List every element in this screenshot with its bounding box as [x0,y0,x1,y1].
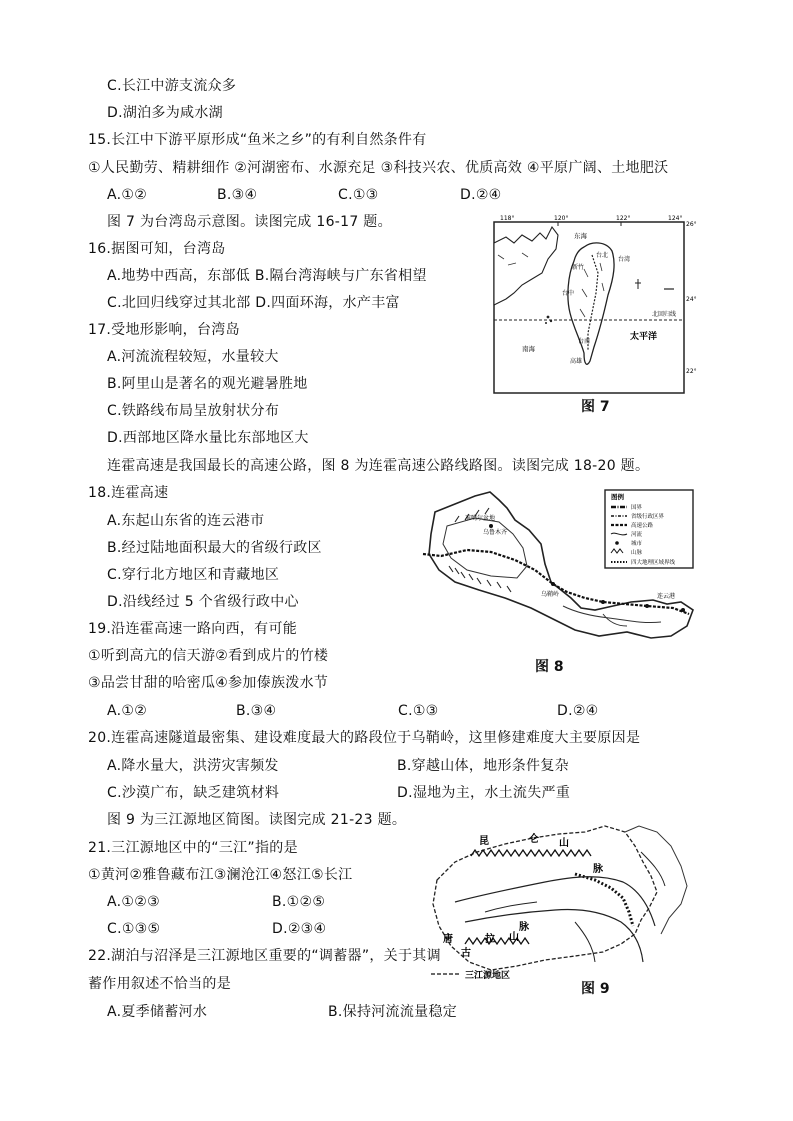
option-15a: A.①② [107,187,148,203]
fig8-intro: 连霍高速是我国最长的高速公路，图 8 为连霍高速公路线路图。读图完成 18-20 题。 [107,458,650,474]
lianhuo-expressway-map [395,486,698,664]
option-18c: C.穿行北方地区和青藏地区 [107,567,280,583]
option-21b: B.①②⑤ [272,894,326,910]
kunlun-char-2: 仑 [529,834,539,845]
option-21c: C.①③⑤ [107,921,161,937]
option-14d: D.湖泊多为咸水湖 [107,105,223,121]
option-15c: C.①③ [338,187,379,203]
option-20d: D.湿地为主，水土流失严重 [397,785,571,801]
option-14c: C.长江中游支流众多 [107,78,237,94]
tanggula-char-2: 古 [461,948,471,959]
option-18d: D.沿线经过 5 个省级行政中心 [107,594,299,610]
option-20c: C.沙漠广布，缺乏建筑材料 [107,785,280,801]
sanjiangyuan-legend-label: 三江源地区 [465,971,511,981]
lon-124-label: 124° [668,215,683,222]
option-17c: C.铁路线布局呈放射状分布 [107,403,280,419]
option-22a: A.夏季储蓄河水 [107,1004,208,1020]
taiwan-map [488,213,698,398]
tropic-of-cancer-label: 北回归线 [652,311,677,318]
legend-city: 城市 [631,541,643,547]
lat-24-label: 24° [686,296,697,303]
lon-122-label: 122° [616,215,631,222]
fig7-caption: 图 7 [581,399,610,415]
question-22: 22.湖泊与沼泽是三江源地区重要的“调蓄器”，关于其调 [88,948,441,964]
question-15: 15.长江中下游平原形成“鱼米之乡”的有利自然条件有 [88,132,427,148]
legend-river: 河流 [631,532,643,538]
fig9-caption: 图 9 [581,981,610,997]
kunlun-char-4: 脉 [593,864,603,875]
wushaoling-label: 乌鞘岭 [541,591,560,598]
option-18a: A.东起山东省的连云港市 [107,513,265,529]
tanggula-char-5: 脉 [519,922,529,933]
lon-118-label: 118° [500,215,515,222]
taipei-label: 台北 [596,252,609,259]
question-16: 16.据图可知，台湾岛 [88,241,226,257]
lat-26-label: 26° [686,221,697,228]
option-17b: B.阿里山是著名的观光避暑胜地 [107,376,308,392]
option-20b: B.穿越山体，地形条件复杂 [397,758,569,774]
legend-mountain: 山脉 [631,550,643,556]
taiwan-label: 台湾 [618,256,631,263]
question-19-items-2: ③品尝甘甜的哈密瓜④参加傣族泼水节 [88,675,329,691]
gaoxiong-label: 高雄 [570,358,583,365]
legend-expressway: 高速公路 [631,523,654,529]
xinzhu-label: 新竹 [572,264,585,271]
option-17d: D.西部地区降水量比东部地区大 [107,430,309,446]
question-15-items: ①人民勤劳、精耕细作 ②河湖密布、水源充足 ③科技兴农、优质高效 ④平原广阔、土地肥沃 [88,160,669,176]
question-21: 21.三江源地区中的“三江”指的是 [88,840,298,856]
option-19a: A.①② [107,703,148,719]
option-21d: D.②③④ [272,921,327,937]
option-20a: A.降水量大，洪涝灾害频发 [107,758,279,774]
lianyungang-label: 连云港 [657,593,676,600]
lon-120-label: 120° [554,215,569,222]
option-15d: D.②④ [460,187,502,203]
option-19b: B.③④ [236,703,277,719]
pacific-ocean-label: 太平洋 [630,332,658,342]
question-18: 18.连霍高速 [88,485,169,501]
legend-national-border: 国界 [631,505,643,511]
junggar-basin-label: 准噶尔盆地 [465,515,496,522]
tanggula-char-1: 唐 [443,934,453,945]
donghai-label: 东海 [574,232,587,240]
option-19d: D.②④ [557,703,599,719]
option-15b: B.③④ [217,187,258,203]
option-16ab: A.地势中西高，东部低 B.隔台湾海峡与广东省相望 [107,268,427,284]
option-18b: B.经过陆地面积最大的省级行政区 [107,540,322,556]
sanjiangyuan-map [425,822,693,998]
fig7-intro: 图 7 为台湾岛示意图。读图完成 16-17 题。 [107,214,392,230]
question-19: 19.沿连霍高速一路向西，有可能 [88,621,298,637]
taizhong-label: 台中 [562,290,575,297]
kunlun-char-1: 昆 [479,836,489,847]
legend-region-boundary: 四大地理区域界线 [631,560,676,566]
tanggula-char-3: 拉 [485,934,495,945]
lat-22-label: 22° [686,368,697,375]
question-17: 17.受地形影响，台湾岛 [88,322,240,338]
question-20: 20.连霍高速隧道最密集、建设难度最大的路段位于乌鞘岭，这里修建难度大主要原因是 [88,730,641,746]
question-21-items: ①黄河②雅鲁藏布江③澜沧江④怒江⑤长江 [88,867,353,883]
option-21a: A.①②③ [107,894,160,910]
fig9-intro: 图 9 为三江源地区简图。读图完成 21-23 题。 [107,812,407,828]
legend-title: 图例 [611,493,624,501]
option-16cd: C.北回归线穿过其北部 D.四面环海，水产丰富 [107,295,400,311]
fig8-caption: 图 8 [535,659,564,675]
nanhai-label: 南海 [522,345,535,353]
legend-province-border: 省级行政区界 [631,514,665,520]
option-17a: A.河流流程较短，水量较大 [107,349,279,365]
option-22b: B.保持河流流量稳定 [328,1004,458,1020]
question-22-cont: 蓄作用叙述不恰当的是 [88,976,231,992]
urumqi-label: 乌鲁木齐 [483,529,508,536]
question-19-items-1: ①听到高亢的信天游②看到成片的竹楼 [88,648,329,664]
kunlun-char-3: 山 [559,838,569,849]
tanggula-char-4: 山 [509,932,519,943]
tainan-label: 台南 [578,338,591,345]
option-19c: C.①③ [398,703,439,719]
